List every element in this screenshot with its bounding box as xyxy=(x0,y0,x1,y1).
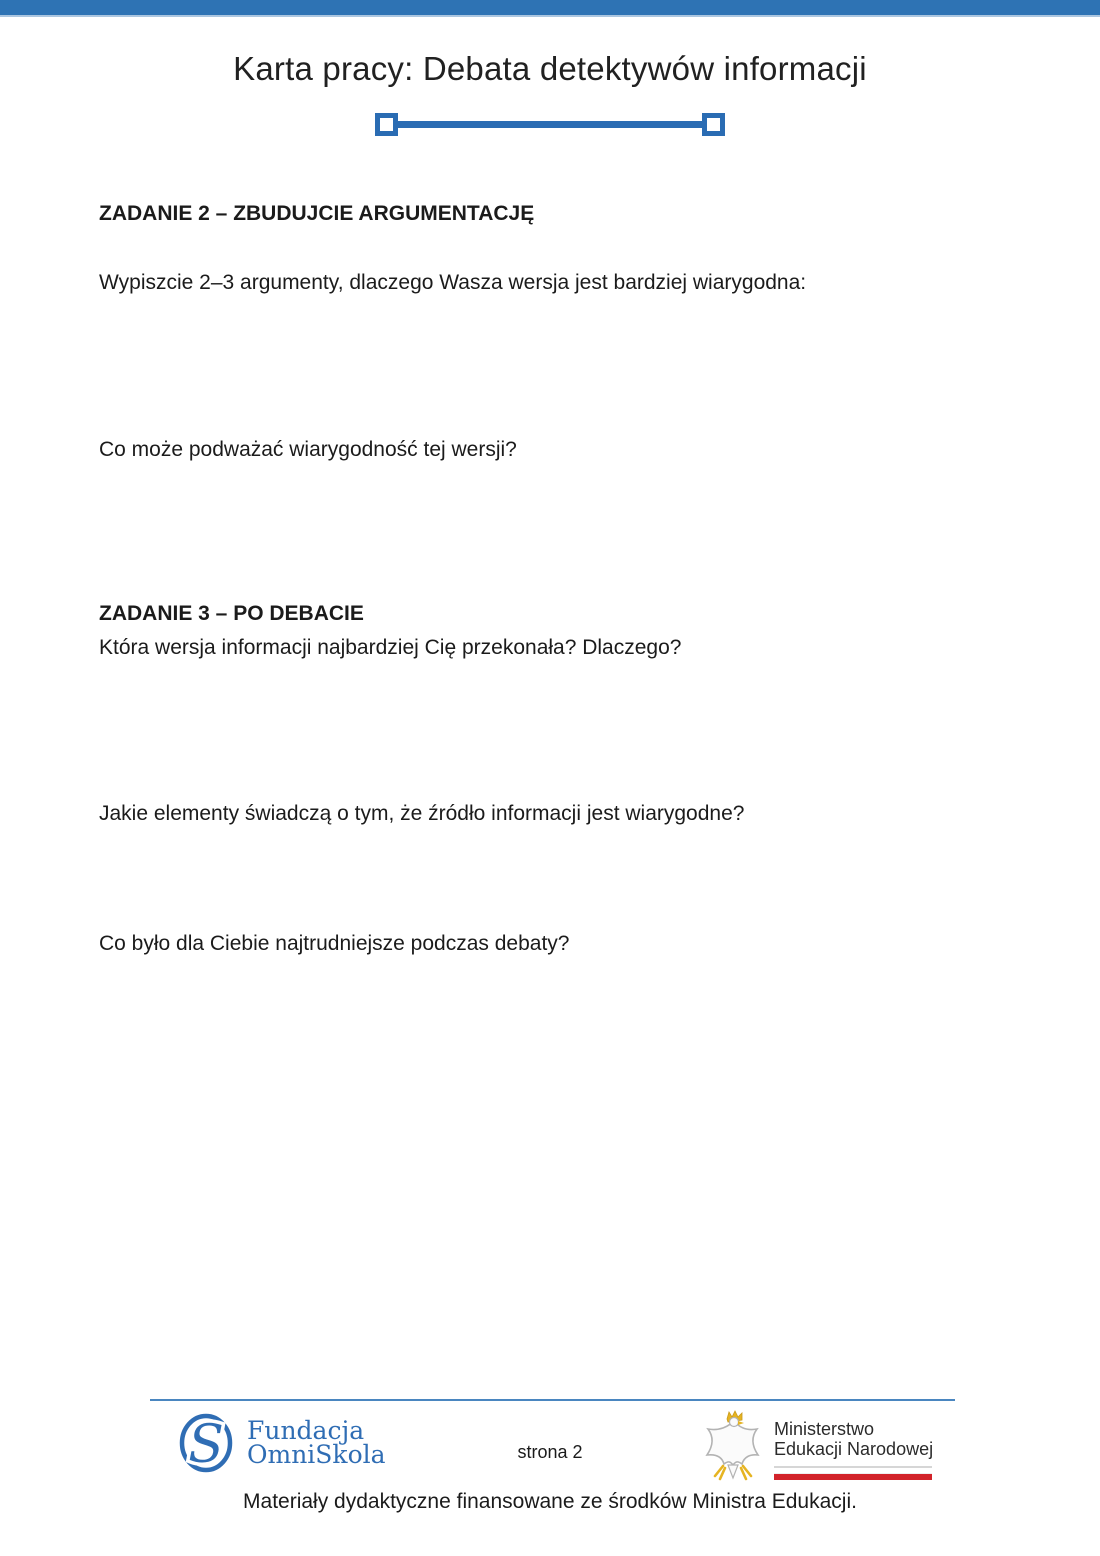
foundation-name-line2: OmniSkola xyxy=(247,1440,386,1469)
task3-heading: ZADANIE 3 – PO DEBACIE xyxy=(99,602,364,625)
page-title: Karta pracy: Debata detektywów informacji xyxy=(233,50,867,87)
task2-prompt-arguments: Wypiszcie 2–3 argumenty, dlaczego Wasza wersja jest bardziej wiarygodna: xyxy=(99,271,807,294)
divider-end-square-left xyxy=(375,113,398,136)
top-accent-bar xyxy=(0,0,1100,17)
foundation-name-line1: Fundacja xyxy=(247,1416,365,1445)
omniskola-monogram: S xyxy=(188,1415,224,1474)
ministry-name-line1: Ministerstwo xyxy=(774,1419,875,1439)
task3-question-hardest: Co było dla Ciebie najtrudniejsze podczas debaty? xyxy=(99,932,570,955)
flag-red-stripe xyxy=(774,1474,932,1480)
task2-prompt-doubts: Co może podważać wiarygodność tej wersji? xyxy=(99,438,517,461)
divider-line xyxy=(398,121,702,128)
ministry-name-line2: Edukacji Narodowej xyxy=(774,1439,934,1459)
title-divider xyxy=(375,112,725,136)
task2-heading: ZADANIE 2 – ZBUDUJCIE ARGUMENTACJĘ xyxy=(99,202,535,225)
funding-note: Materiały dydaktyczne finansowane ze środków Ministra Edukacji. xyxy=(243,1490,857,1513)
footer-divider xyxy=(150,1399,955,1401)
task3-question-credibility: Jakie elementy świadczą o tym, że źródło informacji jest wiarygodne? xyxy=(99,802,745,825)
task3-question-convincing: Która wersja informacji najbardziej Cię przekonała? Dlaczego? xyxy=(99,636,682,659)
page-number: strona 2 xyxy=(517,1442,583,1462)
poland-flag-bar xyxy=(774,1466,932,1480)
ministry-logo xyxy=(700,1408,933,1492)
polish-eagle-icon xyxy=(700,1408,764,1492)
flag-white-stripe xyxy=(774,1466,932,1474)
divider-end-square-right xyxy=(702,113,725,136)
